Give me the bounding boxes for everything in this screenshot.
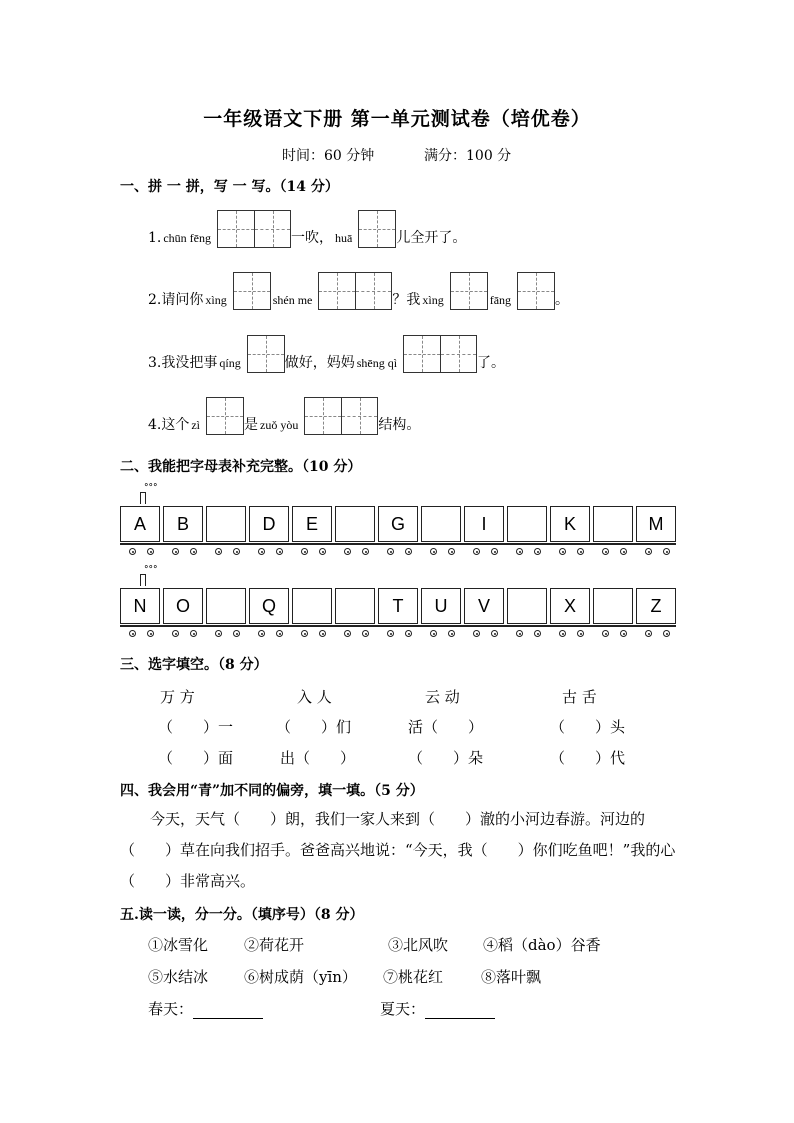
wheel-icon	[215, 548, 222, 555]
alphabet-train-1	[120, 483, 676, 556]
wheel-icon	[577, 630, 584, 637]
wheel-icon	[645, 630, 652, 637]
full-score: 满分：100 分	[424, 148, 512, 164]
line3-text-2: 做好，妈妈	[284, 355, 355, 371]
train-car-letter: G	[378, 506, 418, 542]
train-rail	[120, 625, 676, 627]
wheel-icon	[516, 630, 523, 637]
train-car-letter: D	[249, 506, 289, 542]
wheel-icon	[602, 548, 609, 555]
wheel-icon	[430, 630, 437, 637]
line3-pinyin-1: qíng	[219, 356, 241, 370]
train-car-letter: B	[163, 506, 203, 542]
line2-text-2: ？我	[392, 292, 421, 308]
line4-pinyin-2: zuǒ yòu	[260, 418, 299, 432]
fill-blank[interactable]: 活（ ）	[408, 718, 484, 736]
line2-pinyin-2: shén me	[272, 293, 313, 307]
page-title: 一年级语文下册 第一单元测试卷（培优卷）	[203, 108, 591, 130]
fill-blank[interactable]: （ ）头	[550, 718, 626, 736]
writing-grid[interactable]	[304, 397, 378, 435]
wheel-icon	[190, 630, 197, 637]
wheel-icon	[405, 630, 412, 637]
summer-answer	[380, 998, 495, 1019]
pinyin-line-4	[148, 395, 420, 435]
fill-paragraph: 今天，天气（ ）朗，我们一家人来到（ ）澈的小河边春游。河边的（ ）草在向我们招手。爸爸高兴地说：“今天，我（ ）你们吃鱼吧！”我的心（ ）非常高兴。	[120, 810, 676, 890]
writing-grid[interactable]	[206, 397, 244, 435]
section1-heading: 一、拼 一 拼，写 一 写。（14 分）	[120, 179, 339, 195]
wheel-icon	[559, 630, 566, 637]
line1-pinyin-2: huā	[335, 231, 353, 245]
summer-label: 夏天：	[380, 1000, 426, 1018]
line2-pinyin-3: xìng	[422, 293, 444, 307]
section5-heading: 五.读一读，分一分。（填序号）（8 分）	[120, 907, 364, 923]
wheel-icon	[276, 548, 283, 555]
wheel-icon	[473, 548, 480, 555]
wheel-icon	[405, 548, 412, 555]
wheel-icon	[147, 630, 154, 637]
option-item: ⑧落叶飘	[481, 968, 542, 986]
wheel-icon	[387, 630, 394, 637]
train-car-letter: A	[120, 506, 160, 542]
writing-grid[interactable]	[247, 335, 285, 373]
line1-pinyin-1: chūn fēng	[163, 231, 212, 245]
writing-grid[interactable]	[217, 210, 291, 248]
wheel-icon	[276, 630, 283, 637]
train-car-letter: Z	[636, 588, 676, 624]
option-item: ⑦桃花红	[383, 968, 444, 986]
line4-text-2: 是	[244, 417, 259, 433]
line3-pinyin-2: shēng qì	[356, 356, 398, 370]
train-car-letter: N	[120, 588, 160, 624]
train-car-letter: V	[464, 588, 504, 624]
wheel-icon	[559, 548, 566, 555]
pinyin-line-1	[148, 208, 466, 248]
wheel-icon	[448, 630, 455, 637]
train-car-letter: X	[550, 588, 590, 624]
wheel-icon	[577, 548, 584, 555]
fill-blank[interactable]: （ ）代	[550, 749, 626, 767]
writing-grid[interactable]	[450, 272, 488, 310]
line1-prefix: 1.	[148, 230, 162, 246]
wheel-icon	[129, 548, 136, 555]
char-group-1: 万 方	[160, 688, 195, 706]
wheel-icon	[620, 548, 627, 555]
writing-grid[interactable]	[318, 272, 392, 310]
train-car-letter: O	[163, 588, 203, 624]
train-car-letter: I	[464, 506, 504, 542]
spring-blank[interactable]	[193, 1002, 263, 1019]
train-rail	[120, 543, 676, 545]
wheel-icon	[602, 630, 609, 637]
line3-text-3: 了。	[477, 355, 506, 371]
pinyin-line-2	[148, 270, 569, 310]
writing-grid[interactable]	[233, 272, 271, 310]
option-item: ③北风吹	[388, 936, 449, 954]
train-car-blank[interactable]	[593, 588, 633, 624]
writing-grid[interactable]	[403, 335, 477, 373]
writing-grid[interactable]	[358, 210, 396, 248]
chimney-icon	[140, 492, 146, 504]
char-group-4: 古 舌	[562, 688, 597, 706]
option-item: ①冰雪化	[148, 936, 209, 954]
char-group-2: 入 人	[297, 688, 332, 706]
spring-label: 春天：	[148, 1000, 194, 1018]
wheel-icon	[362, 630, 369, 637]
line2-text-3: 。	[555, 292, 570, 308]
wheel-icon	[663, 630, 670, 637]
option-item: ⑤水结冰	[148, 968, 209, 986]
line2-pinyin-1: xìng	[205, 293, 227, 307]
exam-time: 时间：60 分钟	[282, 148, 375, 164]
wheel-icon	[534, 548, 541, 555]
train-car-blank[interactable]	[593, 506, 633, 542]
wheel-icon	[319, 548, 326, 555]
train-car-letter: U	[421, 588, 461, 624]
line3-prefix: 3.我没把事	[148, 355, 218, 371]
chimney-icon	[140, 574, 146, 586]
line4-prefix: 4.这个	[148, 417, 190, 433]
smoke-icon: °°°	[144, 565, 158, 575]
wheel-icon	[491, 630, 498, 637]
wheel-icon	[387, 548, 394, 555]
wheel-icon	[190, 548, 197, 555]
smoke-icon: °°°	[144, 483, 158, 493]
line2-prefix: 2.请问你	[148, 292, 204, 308]
wheel-icon	[663, 548, 670, 555]
wheel-icon	[215, 630, 222, 637]
fill-blank[interactable]: （ ）一	[158, 718, 234, 736]
train-car-blank[interactable]	[507, 588, 547, 624]
wheel-icon	[258, 630, 265, 637]
train-car-blank[interactable]	[335, 588, 375, 624]
wheel-icon	[233, 548, 240, 555]
train-car-letter: M	[636, 506, 676, 542]
wheel-icon	[172, 630, 179, 637]
wheel-icon	[448, 548, 455, 555]
fill-blank[interactable]: （ ）朵	[408, 749, 484, 767]
fill-blank[interactable]: （ ）面	[158, 749, 234, 767]
line4-pinyin-1: zì	[191, 418, 201, 432]
option-item: ②荷花开	[244, 936, 305, 954]
section3-heading: 三、选字填空。（8 分）	[120, 657, 268, 673]
train-car-blank[interactable]	[292, 588, 332, 624]
line2-pinyin-4: fāng	[489, 293, 512, 307]
line1-text-3: 儿全开了。	[396, 230, 467, 246]
wheel-icon	[172, 548, 179, 555]
section4-heading: 四、我会用“青”加不同的偏旁，填一填。（5 分）	[120, 783, 424, 799]
wheel-icon	[301, 548, 308, 555]
alphabet-train-2	[120, 565, 676, 638]
wheel-icon	[516, 548, 523, 555]
train-car-blank[interactable]	[421, 506, 461, 542]
wheel-icon	[301, 630, 308, 637]
option-item: ④稻（dào）谷香	[483, 936, 601, 954]
wheel-icon	[645, 548, 652, 555]
wheel-icon	[620, 630, 627, 637]
train-car-blank[interactable]	[335, 506, 375, 542]
fill-blank[interactable]: 出（ ）	[280, 749, 356, 767]
wheel-icon	[430, 548, 437, 555]
line4-text-3: 结构。	[378, 417, 421, 433]
summer-blank[interactable]	[425, 1002, 495, 1019]
pinyin-line-3	[148, 333, 505, 373]
train-car-blank[interactable]	[206, 506, 246, 542]
wheel-icon	[129, 630, 136, 637]
wheel-icon	[147, 548, 154, 555]
wheel-icon	[362, 548, 369, 555]
wheel-icon	[491, 548, 498, 555]
train-car-blank[interactable]	[206, 588, 246, 624]
train-car-blank[interactable]	[507, 506, 547, 542]
writing-grid[interactable]	[517, 272, 555, 310]
train-car-letter: E	[292, 506, 332, 542]
option-item: ⑥树成荫（yīn）	[244, 968, 357, 986]
wheel-icon	[319, 630, 326, 637]
line1-text-2: 一吹，	[291, 230, 334, 246]
char-group-3: 云 动	[425, 688, 460, 706]
spring-answer	[148, 998, 263, 1019]
wheel-icon	[258, 548, 265, 555]
wheel-icon	[344, 548, 351, 555]
fill-blank[interactable]: （ ）们	[276, 718, 352, 736]
wheel-icon	[473, 630, 480, 637]
train-car-letter: K	[550, 506, 590, 542]
wheel-icon	[344, 630, 351, 637]
wheel-icon	[233, 630, 240, 637]
train-car-letter: T	[378, 588, 418, 624]
wheel-icon	[534, 630, 541, 637]
train-car-letter: Q	[249, 588, 289, 624]
section2-heading: 二、我能把字母表补充完整。（10 分）	[120, 459, 362, 475]
